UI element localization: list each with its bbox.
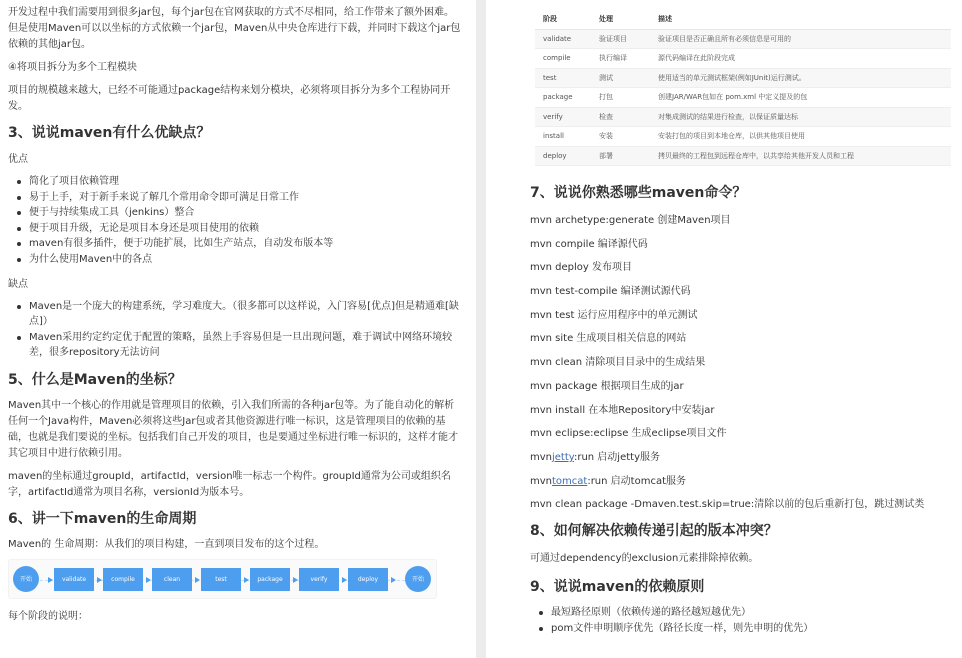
list-item: 易于上手，对于新手来说了解几个常用命令即可满足日常工作 <box>8 190 462 206</box>
dependency-principles-list <box>530 605 948 636</box>
section-title-q9: 9、说说maven的依赖原则 <box>530 579 705 596</box>
intro-subheading: ④将项目拆分为多个工程模块 <box>8 62 137 73</box>
cons-list <box>8 299 462 361</box>
flow-arrow-icon <box>97 577 102 583</box>
list-item: maven有很多插件，便于功能扩展，比如生产站点，自动发布版本等 <box>8 236 462 252</box>
section-title-q6: 6、讲一下maven的生命周期 <box>8 510 197 527</box>
section-title-q5: 5、什么是Maven的坐标？ <box>8 371 182 388</box>
command-line-tomcat <box>530 474 948 490</box>
list-item: 便于与持续集成工具（jenkins）整合 <box>8 205 462 221</box>
list-item: Maven采用约定约定优于配置的策略，虽然上手容易但是一旦出现问题，难于调试中网络环境较差，很多repository无法访问 <box>8 330 462 361</box>
section-title-q3: 3、说说maven有什么优缺点？ <box>8 125 211 141</box>
intro-paragraph-2: 项目的规模越来越大，已经不可能通过package结构来划分模块，必须将项目拆分为多个工程协同开发。 <box>8 85 451 112</box>
flow-node-verify: verify <box>299 568 339 591</box>
flow-node-package: package <box>250 568 290 591</box>
table-header: 处理 <box>591 10 650 29</box>
command-line: mvn package 根据项目生成的jar <box>530 380 684 392</box>
table-row <box>535 49 951 69</box>
list-item: 最短路径原则（依赖传递的路径越短越优先） <box>530 605 948 621</box>
tomcat-link[interactable]: tomcat <box>552 475 588 487</box>
table-cell: 执行编译 <box>591 49 650 69</box>
table-row <box>535 107 951 127</box>
table-cell: compile <box>535 49 591 69</box>
command-prefix: mvn <box>530 451 552 463</box>
flow-arrow-icon <box>195 577 200 583</box>
table-cell: 对集成测试的结果进行检查，以保证质量达标 <box>650 107 951 127</box>
table-cell: 安装打包的项目到本地仓库，以供其他项目使用 <box>650 127 951 147</box>
command-line: mvn eclipse:eclipse 生成eclipse项目文件 <box>530 428 727 440</box>
pros-label: 优点 <box>8 154 28 165</box>
lifecycle-flow-diagram <box>8 559 437 599</box>
list-item: Maven是一个庞大的构建系统，学习难度大。（很多都可以这样说，入门容易[优点]但是精通难[缺点]） <box>8 299 462 330</box>
flow-arrow-icon <box>146 577 151 583</box>
cons-label: 缺点 <box>8 278 28 290</box>
right-page <box>486 0 962 658</box>
command-line: mvn site 生成项目相关信息的网站 <box>530 333 687 345</box>
command-line: mvn clean 清除项目目录中的生成结果 <box>530 357 706 369</box>
command-line: mvn compile 编译源代码 <box>530 238 648 250</box>
table-cell: 验证项目 <box>591 29 650 49</box>
command-line: mvn test 运行应用程序中的单元测试 <box>530 309 698 321</box>
table-row <box>535 68 951 88</box>
table-header-row <box>535 10 951 29</box>
command-suffix: :run 启动tomcat服务 <box>587 475 686 487</box>
table-cell: 创建JAR/WAR包如在 pom.xml 中定义提及的包 <box>650 88 951 108</box>
table-row <box>535 29 951 49</box>
table-cell: 验证项目是否正确且所有必须信息是可用的 <box>650 29 951 49</box>
stage-description-label: 每个阶段的说明： <box>8 610 88 622</box>
table-cell: package <box>535 88 591 108</box>
table-cell: 安装 <box>591 127 650 147</box>
table-cell: 使用适当的单元测试框架(例如JUnit)运行测试。 <box>650 68 951 88</box>
table-row <box>535 127 951 147</box>
flow-node-start: 开始 <box>13 566 39 592</box>
flow-node-compile: compile <box>103 568 143 591</box>
table-row <box>535 88 951 108</box>
jetty-link[interactable]: jetty <box>552 451 574 463</box>
coordinate-paragraph-2: maven的坐标通过groupId，artifactId，version唯一标志一个构件。groupId通常为公司或组织名字，artifactId通常为项目名称，versionId为版本号。 <box>8 470 451 498</box>
table-cell: deploy <box>535 146 591 166</box>
flow-arrow-icon <box>342 577 347 583</box>
section-title-q7: 7、说说你熟悉哪些maven命令？ <box>530 185 747 201</box>
coordinate-paragraph: Maven其中一个核心的作用就是管理项目的依赖，引入我们所需的各种jar包等。为了能自动化的解析任何一个Java构件，Maven必须将这些Jar包或者其他资源进行唯一标识，这是管理项目的依赖的基础，也就是我们要说的坐标。包括我们自己开发的项目，也是要通过坐标进行唯一标识的，这样才能才其它项目中进行依赖引用。 <box>8 399 458 459</box>
flow-arrow-icon <box>48 577 53 583</box>
table-cell: install <box>535 127 591 147</box>
intro-paragraph: 开发过程中我们需要用到很多jar包，每个jar包在官网获取的方式不尽相同，给工作带来了额外困难。但是使用Maven可以以坐标的方式依赖一个jar包，Maven从中央仓库进行下载，并同时下载这个jar包依赖的其他jar包。 <box>8 7 461 50</box>
flow-arrow-icon <box>244 577 249 583</box>
section-title-q8: 8、如何解决依赖传递引起的版本冲突？ <box>530 523 778 540</box>
command-line-jetty <box>530 450 948 466</box>
pros-list <box>8 174 462 268</box>
command-line: mvn test-compile 编译测试源代码 <box>530 286 691 298</box>
table-cell: 测试 <box>591 68 650 88</box>
conflict-paragraph: 可通过dependency的exclusion元素排除掉依赖。 <box>530 553 759 565</box>
flow-node-deploy: deploy <box>348 568 388 591</box>
flow-node-clean: clean <box>152 568 192 591</box>
table-header: 描述 <box>650 10 951 29</box>
command-list <box>530 213 948 513</box>
table-header: 阶段 <box>535 10 591 29</box>
flow-arrow-icon <box>391 577 396 583</box>
left-page <box>0 0 476 658</box>
list-item: pom文件申明顺序优先（路径长度一样，则先申明的优先） <box>530 621 948 637</box>
command-line: mvn clean package -Dmaven.test.skip=true:清除以前的包后重新打包，跳过测试类 <box>530 499 925 511</box>
list-item: 便于项目升级，无论是项目本身还是项目使用的依赖 <box>8 221 462 237</box>
flow-arrow-icon <box>293 577 298 583</box>
command-suffix: :run 启动jetty服务 <box>573 451 660 463</box>
flow-node-end: 开始 <box>405 566 431 592</box>
table-cell: verify <box>535 107 591 127</box>
list-item: 为什么使用Maven中的各点 <box>8 252 462 268</box>
table-cell: 检查 <box>591 107 650 127</box>
table-cell: 部署 <box>591 146 650 166</box>
flow-node-test: test <box>201 568 241 591</box>
table-cell: 打包 <box>591 88 650 108</box>
table-cell: 源代码编译在此阶段完成 <box>650 49 951 69</box>
command-line: mvn install 在本地Repository中安装jar <box>530 404 715 416</box>
table-cell: validate <box>535 29 591 49</box>
command-line: mvn archetype:generate 创建Maven项目 <box>530 215 731 226</box>
lifecycle-table <box>535 10 951 166</box>
list-item: 简化了项目依赖管理 <box>8 174 462 190</box>
table-cell: 拷贝最终的工程包到远程仓库中，以共享给其他开发人员和工程 <box>650 146 951 166</box>
table-row <box>535 146 951 166</box>
flow-node-validate: validate <box>54 568 94 591</box>
table-cell: test <box>535 68 591 88</box>
lifecycle-paragraph: Maven的 生命周期：从我们的项目构建，一直到项目发布的这个过程。 <box>8 538 325 550</box>
command-prefix: mvn <box>530 475 552 487</box>
command-line: mvn deploy 发布项目 <box>530 262 633 274</box>
